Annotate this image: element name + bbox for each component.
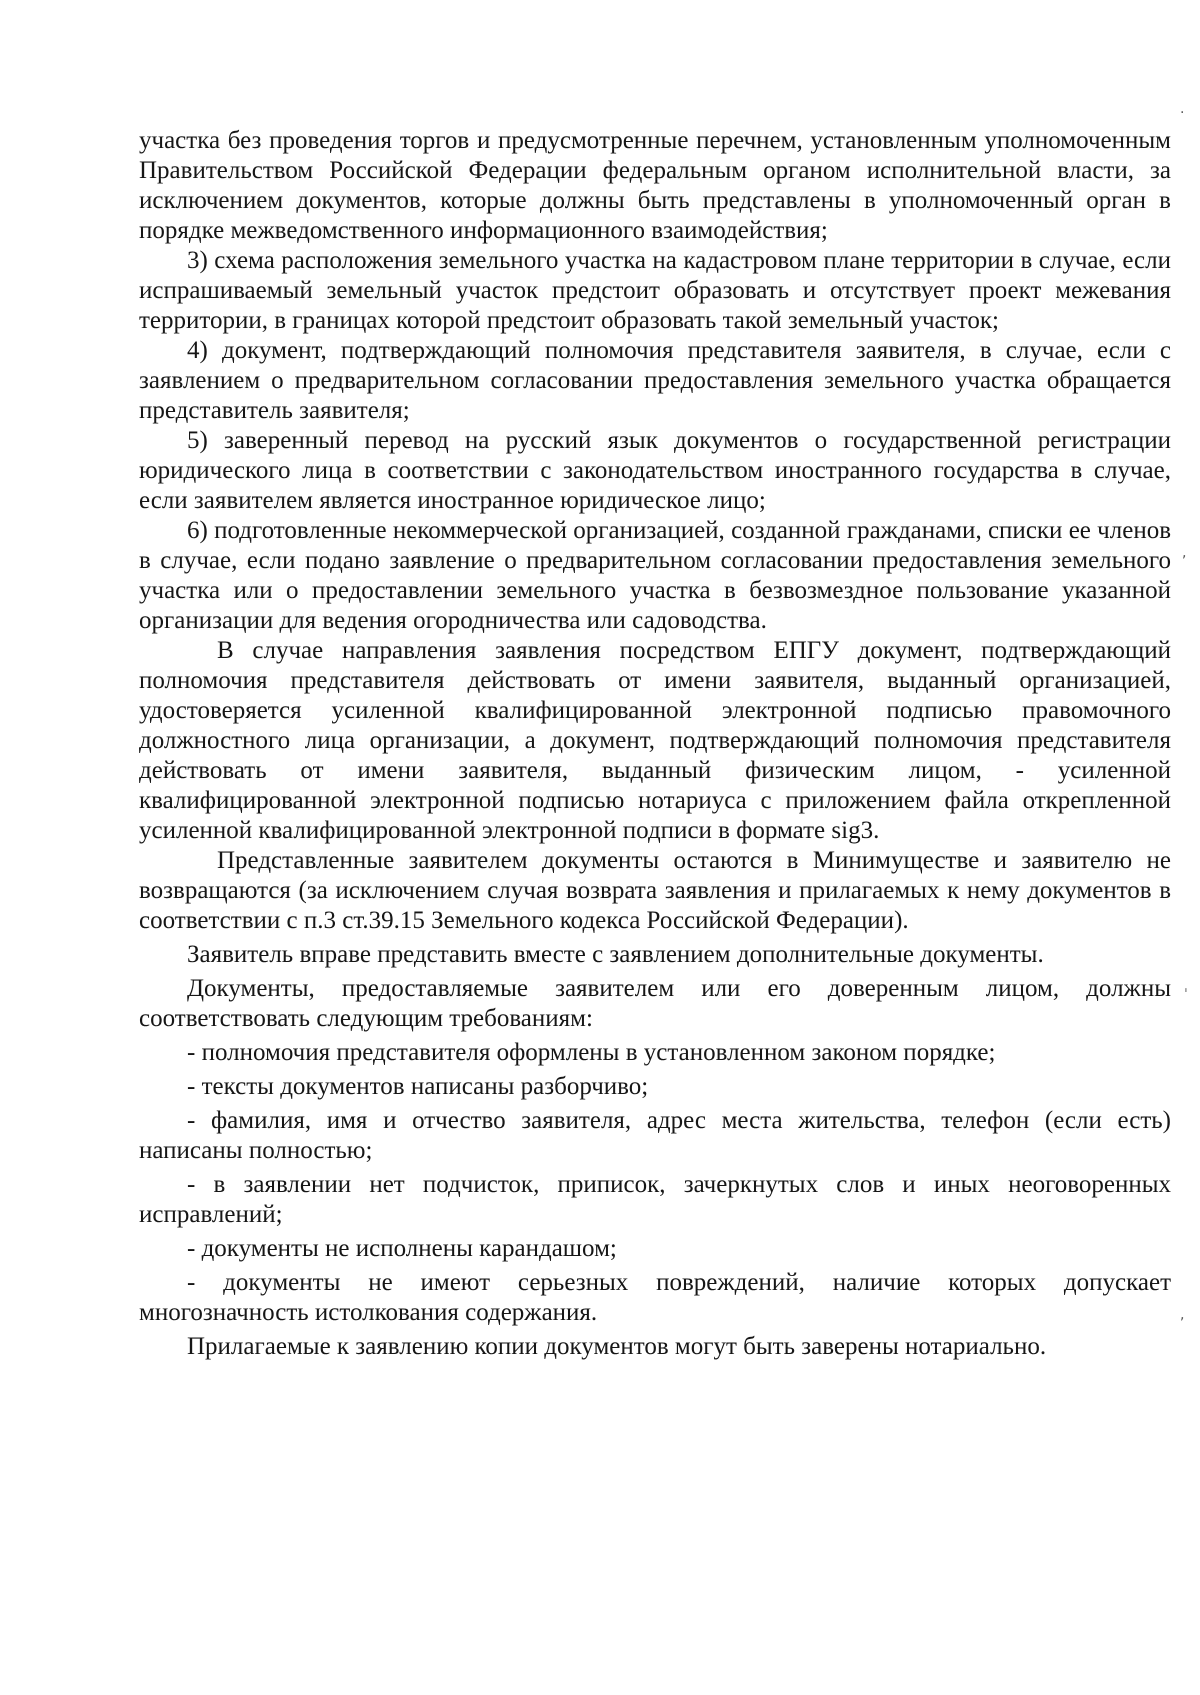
requirement-item: - в заявлении нет подчисток, приписок, зачеркнутых слов и иных неоговоренных исправлений;	[139, 1171, 1171, 1228]
paragraph-continuation: участка без проведения торгов и предусмотренные перечнем, установленным уполномоченным Правительством Российской Федерации федеральным органом исполнительной власти, за исключением документов, которые должны быть представлены в уполномоченный орган в порядке межведомственного информационного взаимодействия;	[139, 127, 1171, 244]
paragraph-item-5: 5) заверенный перевод на русский язык документов о государственной регистрации юридического лица в соответствии с законодательством иностранного государства в случае, если заявителем является иностранное юридическое лицо;	[139, 427, 1171, 514]
scan-speck: ·	[1180, 105, 1185, 121]
requirement-item: - документы не исполнены карандашом;	[187, 1235, 617, 1262]
scan-speck: ,	[1180, 1307, 1185, 1323]
requirement-item: - полномочия представителя оформлены в установленном законом порядке;	[187, 1039, 996, 1066]
scan-speck: ˈ	[1184, 987, 1188, 1003]
scan-speck: ,	[1182, 545, 1187, 561]
paragraph-notarization: Прилагаемые к заявлению копии документов могут быть заверены нотариально.	[187, 1333, 1047, 1360]
paragraph-item-6: 6) подготовленные некоммерческой организацией, созданной гражданами, списки ее членов в случае, если подано заявление о предварительном согласовании предоставления земельного участка или о предоставлении земельного участка в безвозмездное пользование указанной организации для ведения огородничества или садоводства.	[139, 517, 1171, 634]
paragraph-epgu: В случае направления заявления посредством ЕПГУ документ, подтверждающий полномочия представителя действовать от имени заявителя, выданный организацией, удостоверяется усиленной квалифицированной электронной подписью правомочного должностного лица организации, а документ, подтверждающий полномочия представителя действовать от имени заявителя, выданный физическим лицом, - усиленной квалифицированной электронной подписью нотариуса с приложением файла открепленной усиленной квалифицированной электронной подписи в формате sig3.	[139, 637, 1171, 844]
paragraph-additional-documents: Заявитель вправе представить вместе с заявлением дополнительные документы.	[187, 941, 1044, 968]
requirement-item: - фамилия, имя и отчество заявителя, адрес места жительства, телефон (если есть) написаны полностью;	[139, 1107, 1171, 1164]
paragraph-documents-retained: Представленные заявителем документы остаются в Минимуществе и заявителю не возвращаются (за исключением случая возврата заявления и прилагаемых к нему документов в соответствии с п.3 ст.39.15 Земельного кодекса Российской Федерации).	[139, 847, 1171, 934]
paragraph-item-3: 3) схема расположения земельного участка на кадастровом плане территории в случае, если испрашиваемый земельный участок предстоит образовать и отсутствует проект межевания территории, в границах которой предстоит образовать такой земельный участок;	[139, 247, 1171, 334]
paragraph-requirements: Документы, предоставляемые заявителем или его доверенным лицом, должны соответствовать следующим требованиям:	[139, 975, 1171, 1032]
paragraph-item-4: 4) документ, подтверждающий полномочия представителя заявителя, в случае, если с заявлением о предварительном согласовании предоставления земельного участка обращается представитель заявителя;	[139, 337, 1171, 424]
requirement-item: - документы не имеют серьезных повреждений, наличие которых допускает многозначность истолкования содержания.	[139, 1269, 1171, 1326]
requirement-item: - тексты документов написаны разборчиво;	[187, 1073, 649, 1100]
document-page	[139, 126, 1171, 1606]
